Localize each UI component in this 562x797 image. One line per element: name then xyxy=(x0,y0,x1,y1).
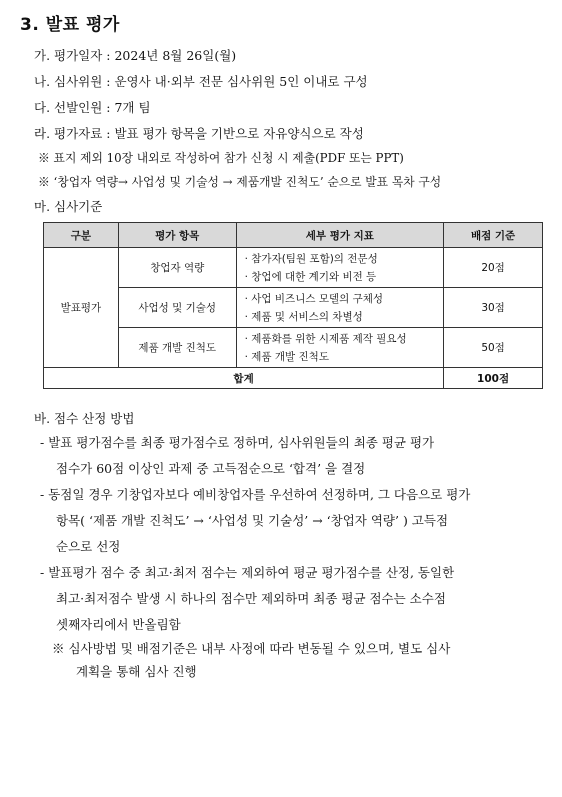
scoring-paragraph-line: 최고·최저점수 발생 시 하나의 점수만 제외하며 최종 평균 점수는 소수점 xyxy=(56,591,446,606)
table-total-row xyxy=(44,368,543,389)
scoring-paragraph-line: 점수가 60점 이상인 과제 중 고득점순으로 ‘합격’ 을 결정 xyxy=(56,461,366,476)
item-cell: 사업성 및 기술성 xyxy=(118,288,236,328)
section-title: 3. 발표 평가 xyxy=(20,15,120,35)
indicator-text: · 제품 개발 진척도 xyxy=(245,348,444,366)
header-score: 배점 기준 xyxy=(444,223,543,248)
score-cell: 50점 xyxy=(444,328,543,368)
scoring-paragraph-line: 셋째자리에서 반올림함 xyxy=(56,617,181,632)
note-submission: ※ 표지 제외 10장 내외로 작성하여 참가 신청 시 제출(PDF 또는 PPT) xyxy=(38,151,404,165)
total-score: 100점 xyxy=(444,368,543,389)
indicator-text: · 제품화를 위한 시제품 제작 필요성 xyxy=(245,330,444,348)
item-evaluation-date: 가. 평가일자 : 2024년 8월 26일(월) xyxy=(34,48,237,63)
item-cell: 창업자 역량 xyxy=(118,248,236,288)
scoring-paragraph-line: - 발표평가 점수 중 최고·최저 점수는 제외하여 평균 평가점수를 산정, 동일한 xyxy=(40,565,455,580)
indicator-text: · 사업 비즈니스 모델의 구체성 xyxy=(245,290,444,308)
table-row xyxy=(44,328,543,368)
item-cell: 제품 개발 진척도 xyxy=(118,328,236,368)
scoring-paragraph-line: - 동점일 경우 기창업자보다 예비창업자를 우선하여 선정하며, 그 다음으로 평가 xyxy=(40,487,471,502)
indicator-text: · 참가자(팀원 포함)의 전문성 xyxy=(245,250,444,268)
table-row xyxy=(44,288,543,328)
item-criteria: 마. 심사기준 xyxy=(34,199,103,214)
indicator-text: · 제품 및 서비스의 차별성 xyxy=(245,308,444,326)
scoring-paragraph-line: 항목( ‘제품 개발 진척도’ → ‘사업성 및 기술성’ → ‘창업자 역량’ ) 고득점 xyxy=(56,513,449,528)
header-category: 구분 xyxy=(44,223,119,248)
item-evaluation-materials: 라. 평가자료 : 발표 평가 항목을 기반으로 자유양식으로 작성 xyxy=(34,126,364,141)
scoring-note-line: ※ 심사방법 및 배점기준은 내부 사정에 따라 변동될 수 있으며, 별도 심사 xyxy=(52,641,451,656)
table-header-row xyxy=(44,223,543,248)
item-selection-count: 다. 선발인원 : 7개 팀 xyxy=(34,100,151,115)
scoring-paragraph-line: 순으로 선정 xyxy=(56,539,121,554)
scoring-note-line: 계획을 통해 심사 진행 xyxy=(76,664,197,679)
total-label: 합계 xyxy=(44,368,444,389)
scoring-paragraph-line: - 발표 평가점수를 최종 평가점수로 정하며, 심사위원들의 최종 평균 평가 xyxy=(40,435,435,450)
scoring-title: 바. 점수 산정 방법 xyxy=(34,411,135,426)
table-row xyxy=(44,248,543,288)
evaluation-table xyxy=(43,222,543,389)
category-cell: 발표평가 xyxy=(44,248,119,368)
header-indicators: 세부 평가 지표 xyxy=(236,223,444,248)
item-judges: 나. 심사위원 : 운영사 내·외부 전문 심사위원 5인 이내로 구성 xyxy=(34,74,368,89)
header-item: 평가 항목 xyxy=(118,223,236,248)
score-cell: 30점 xyxy=(444,288,543,328)
indicator-text: · 창업에 대한 계기와 비전 등 xyxy=(245,268,444,286)
score-cell: 20점 xyxy=(444,248,543,288)
indicators-cell xyxy=(236,248,444,288)
indicators-cell xyxy=(236,288,444,328)
indicators-cell xyxy=(236,328,444,368)
note-presentation-order: ※ ‘창업자 역량→ 사업성 및 기술성 → 제품개발 진척도’ 순으로 발표 목차 구성 xyxy=(38,175,442,189)
